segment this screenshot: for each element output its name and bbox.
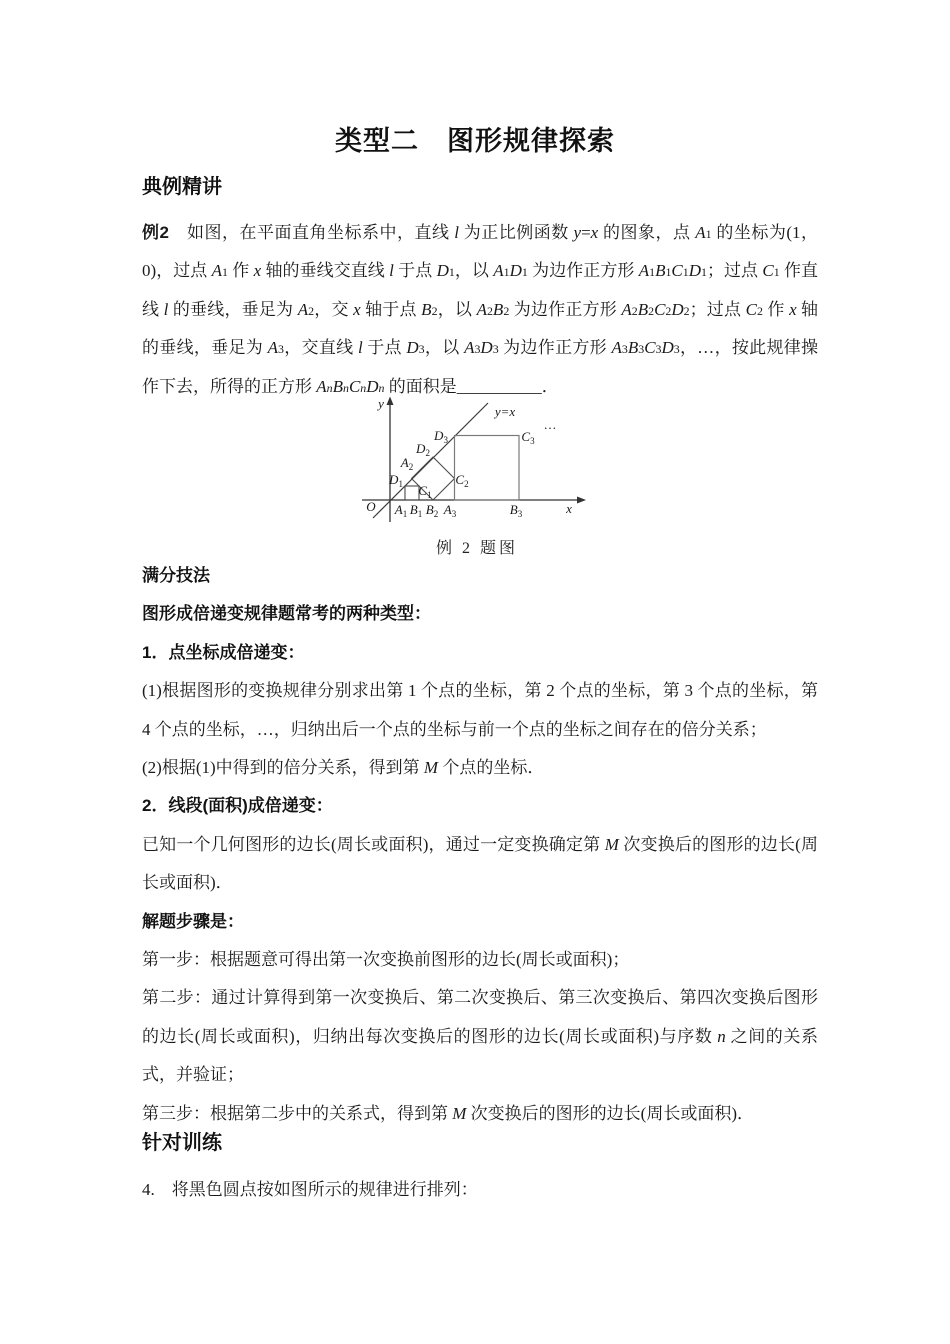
square-3 — [455, 436, 520, 501]
figure-label-C3: $C_3$ — [521, 429, 535, 446]
figure-label-A3: $A_3$ — [443, 502, 457, 519]
technique-paragraph-9: 第一步：根据题意可得出第一次变换前图形的边长(周长或面积)； — [142, 950, 630, 970]
figure-label-B3: $B_3$ — [509, 502, 523, 519]
figure-label-A2: $A_2$ — [400, 455, 414, 472]
figure-label-O: O — [366, 499, 376, 514]
figure-label-D2: $D_2$ — [416, 441, 430, 458]
x-axis-arrow-icon — [577, 497, 586, 504]
square-1 — [405, 486, 419, 500]
technique-paragraph-1: 满分技法 — [142, 566, 210, 585]
figure-label-B1: $B_1$ — [409, 502, 423, 519]
practice-item-4: 4. 将黑色圆点按如图所示的规律进行排列： — [142, 1180, 478, 1199]
section-heading-practice: 针对训练 — [142, 1132, 222, 1154]
section-heading-example: 典例精讲 — [142, 176, 222, 198]
figure-label-dots: … — [543, 417, 557, 432]
y-axis-arrow-icon — [387, 397, 394, 406]
figure-label-y: y — [378, 396, 384, 411]
example-paragraph: 例2 如图，在平面直角坐标系中，直线 l 为正比例函数 y=x 的图象，点 $A_1$ 的坐标为(1，0)，过点 $A_1$ 作 x 轴的垂线交直线 l 于点 $D_1$，以 $A_1D_1$ 为边作正方形 $A_1B_1C_1D_1$；过点 $C_1$ 作直线 l 的垂线，垂足为 $A_2$，交 x 轴于点 $B_2$，以 $A_2B_2$ 为边作正方形 $A_2B_2C_2D_2$；过点 $C_2$ 作 x 轴的垂线，垂足为 $A_3$，交直线 l 于点 $D_3$，以 $A_3D_3$ 为边作正方形 $A_3B_3C_3D_3$，…，按此规律操作下去，所得的正方形 $A_nB_nC_nD_n$ 的面积是__________． — [142, 223, 819, 396]
technique-paragraph-8: 解题步骤是： — [142, 911, 244, 931]
figure-label-D3: $D_3$ — [434, 428, 448, 445]
figure-label-C2: $C_2$ — [455, 472, 469, 489]
technique-paragraph-3: 1．点坐标成倍递变： — [142, 642, 305, 662]
figure-label-B2: $B_2$ — [425, 502, 439, 519]
technique-paragraph-2: 图形成倍递变规律题常考的两种类型： — [142, 604, 431, 624]
figure-label-A1: $A_1$ — [394, 502, 408, 519]
figure-label-D1: $D_1$ — [389, 472, 403, 489]
technique-paragraph-4: (1)根据图形的变换规律分别求出第 1 个点的坐标，第 2 个点的坐标，第 3 个点的坐标，第 4 个点的坐标，…，归纳出后一个点的坐标与前一个点的坐标之间存在的倍分关系； — [142, 681, 818, 739]
figure-svg — [357, 396, 597, 528]
technique-paragraph-6: 2．线段(面积)成倍递变： — [142, 796, 333, 816]
technique-section — [142, 557, 818, 1133]
page-title: 类型二 图形规律探索 — [335, 126, 615, 156]
figure-label-x: x — [566, 501, 572, 516]
technique-paragraph-5: (2)根据(1)中得到的倍分关系，得到第 M 个点的坐标． — [142, 758, 545, 778]
figure-caption: 例 2 题图 — [435, 540, 518, 557]
figure-label-C1: $C_1$ — [418, 483, 432, 500]
technique-paragraph-11: 第三步：根据第二步中的关系式，得到第 M 次变换后的图形的边长(周长或面积)． — [142, 1103, 754, 1123]
figure — [357, 396, 597, 558]
technique-paragraph-10: 第二步：通过计算得到第一次变换后、第二次变换后、第三次变换后、第四次变换后图形的边长(周长或面积)，归纳出每次变换后的图形的边长(周长或面积)与序数 n 之间的关系式，并验证； — [142, 988, 818, 1085]
figure-label-y=x: y=x — [494, 404, 516, 419]
technique-paragraph-7: 已知一个几何图形的边长(周长或面积)，通过一定变换确定第 M 次变换后的图形的边长(周长或面积)． — [142, 834, 818, 893]
